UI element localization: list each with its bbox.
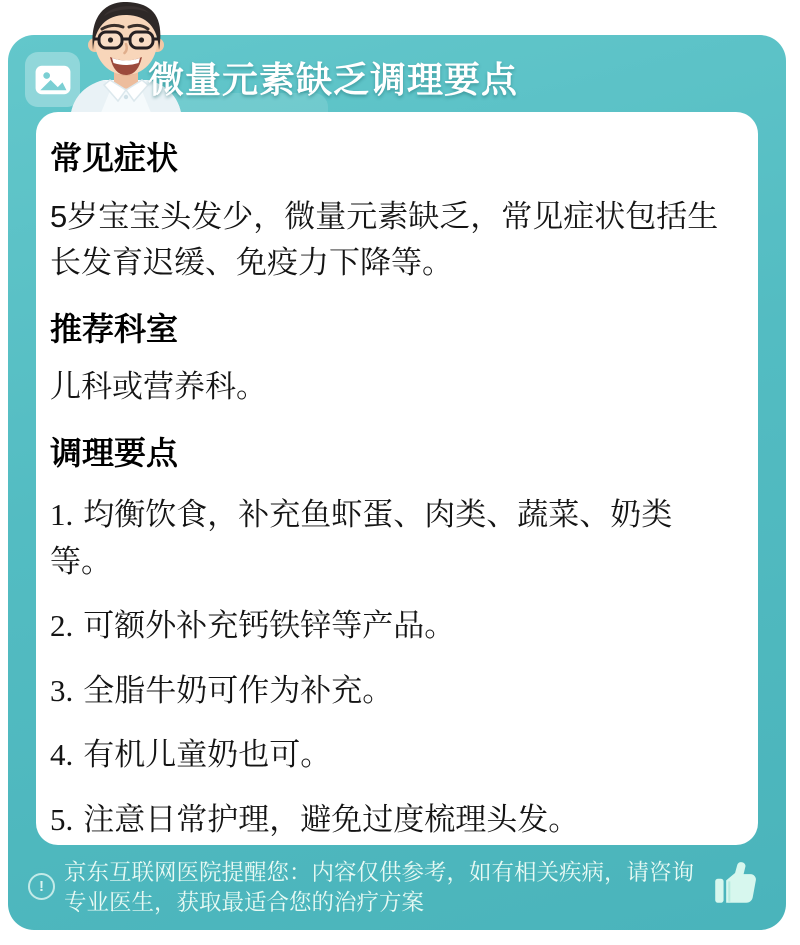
thumbs-up-icon[interactable] — [710, 860, 758, 908]
disclaimer-text: 京东互联网医院提醒您：内容仅供参考，如有相关疾病，请咨询专业医生，获取最适合您的治疗方案 — [64, 860, 695, 915]
content-card — [36, 112, 758, 845]
list-item-text: 可额外补充钙铁锌等产品。 — [83, 608, 456, 644]
info-exclamation-icon: ! — [28, 873, 55, 900]
list-item-number: 1. — [50, 497, 74, 533]
section-body-symptoms: 5岁宝宝头发少，微量元素缺乏，常见症状包括生长发育迟缓、免疫力下降等。 — [50, 198, 719, 281]
list-item — [50, 797, 734, 844]
list-item-number: 5. — [50, 801, 74, 837]
list-item-number: 3. — [50, 672, 74, 708]
section-heading-symptoms: 常见症状 — [50, 140, 179, 176]
section-heading-care-points: 调理要点 — [50, 434, 179, 471]
list-item — [50, 603, 734, 650]
list-item-number: 4. — [50, 737, 74, 773]
list-item-text: 均衡饮食，补充鱼虾蛋、肉类、蔬菜、奶类等。 — [50, 497, 673, 579]
list-item-number: 2. — [50, 608, 74, 644]
list-item-text: 全脂牛奶可作为补充。 — [83, 672, 394, 708]
list-item — [50, 732, 734, 779]
section-body-department: 儿科或营养科。 — [50, 369, 267, 405]
section-heading-department: 推荐科室 — [50, 310, 179, 347]
care-points-list — [50, 492, 734, 843]
footer-disclaimer-bar — [28, 856, 762, 918]
list-item — [50, 668, 734, 715]
list-item-text: 注意日常护理，避免过度梳理头发。 — [83, 801, 580, 837]
page-title: 微量元素缺乏调理要点 — [148, 59, 519, 100]
list-item — [50, 492, 734, 585]
list-item-text: 有机儿童奶也可。 — [83, 737, 332, 773]
